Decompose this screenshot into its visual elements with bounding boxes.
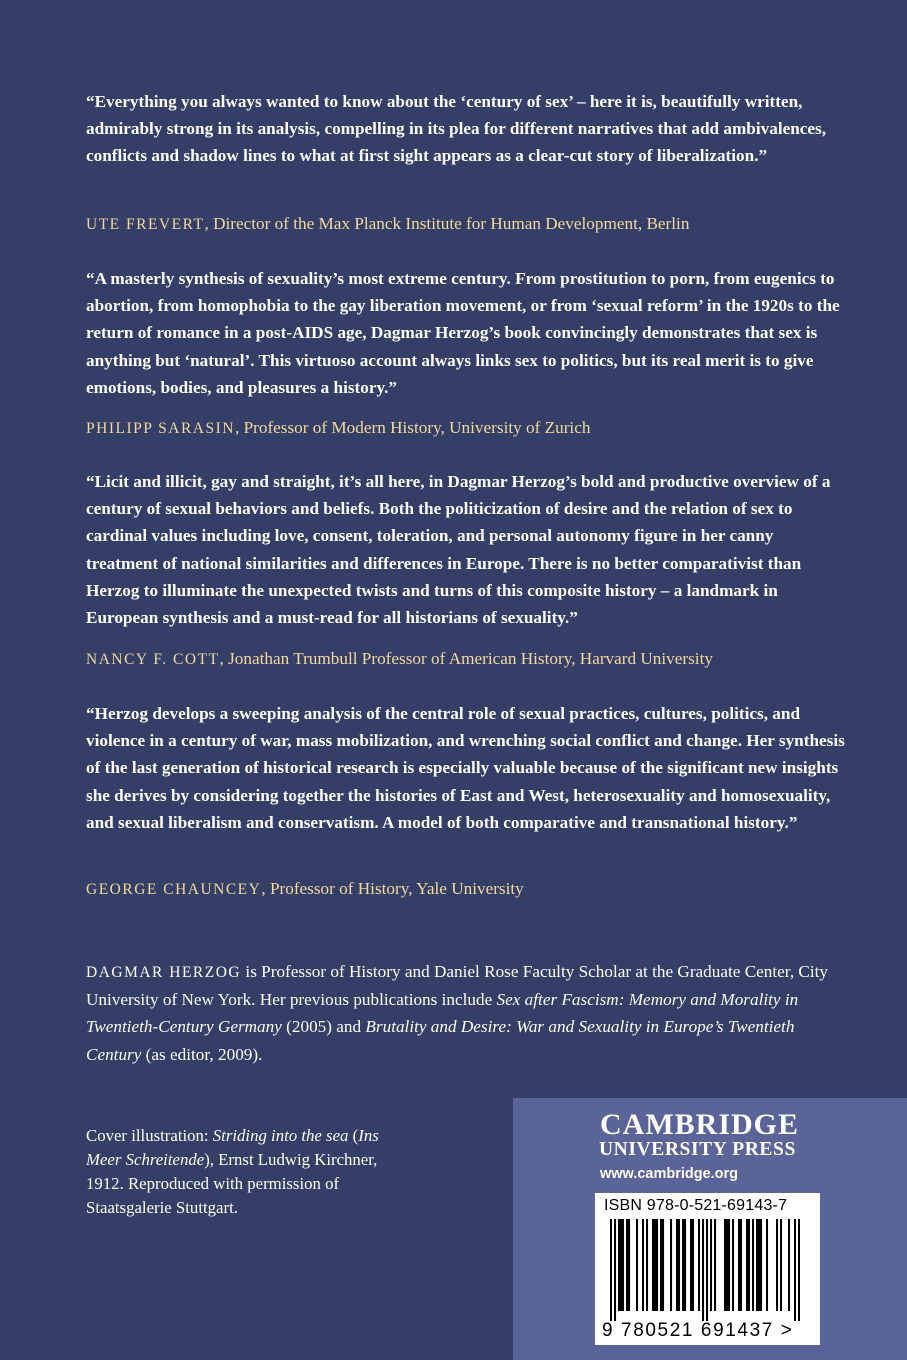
barcode-bar: [746, 1219, 748, 1311]
barcode-bar: [692, 1219, 694, 1311]
barcode-bar: [684, 1219, 686, 1311]
reviewer-affiliation: , Professor of History, Yale University: [261, 879, 524, 898]
barcode-bar: [626, 1219, 628, 1311]
barcode-bar: [726, 1219, 728, 1311]
credit-text: Cover illustration:: [86, 1126, 213, 1145]
author-name: DAGMAR HERZOG: [86, 964, 242, 981]
barcode-bar: [766, 1219, 768, 1311]
reviewer-affiliation: , Jonathan Trumbull Professor of American History, Harvard University: [219, 649, 713, 668]
publisher-subtitle: UNIVERSITY PRESS: [599, 1139, 796, 1160]
book-title: Brutality and Desire: War and Sexuality in Europe’s Twentieth Century: [86, 1017, 795, 1064]
barcode-bar: [780, 1219, 782, 1311]
review-quote-1: “Everything you always wanted to know about the ‘century of sex’ – here it is, beautifully written, admirably strong in its analysis, compelling in its plea for different narratives that add ambivalences, conflicts and shadow lines to what at first sight appears as a clear-cut story of liberalization.”: [86, 92, 827, 166]
barcode-bar: [676, 1219, 678, 1311]
review-attribution-1: [86, 212, 866, 237]
barcode-bar: [610, 1219, 612, 1321]
barcode-bar: [728, 1219, 730, 1311]
barcode-bar: [732, 1219, 734, 1311]
barcode-bar: [760, 1219, 762, 1311]
barcode-bar: [748, 1219, 750, 1311]
barcode-bar: [656, 1219, 658, 1311]
barcode-bar: [628, 1219, 630, 1311]
barcode-bar: [738, 1219, 740, 1311]
barcode-bar: [710, 1219, 712, 1311]
review-quote-3: “Licit and illicit, gay and straight, it’s all here, in Dagmar Herzog’s bold and productive overview of a century of sexual behaviors and beliefs. Both the politicization of desire and the relation of sex to cardinal values including love, consent, toleration, and personal autonomy figure in her canny treatment of national similarities and differences in Europe. There is no better comparativist than Herzog to illuminate the unexpected twists and turns of this composite history – a landmark in European synthesis and a must-read for all historians of sexuality.”: [86, 472, 831, 628]
barcode-bar: [758, 1219, 760, 1311]
barcode-bar: [724, 1219, 726, 1311]
review-quote-4: “Herzog develops a sweeping analysis of the central role of sexual practices, cultures, politics, and violence in a century of war, mass mobilization, and wrenching social conflict and change. Her synthesis of the last generation of historical research is especially valuable because of the significant new insights she derives by considering together the histories of East and West, heterosexuality and homosexuality, and sexual liberalism and conservatism. A model of both comparative and transnational history.”: [86, 704, 845, 832]
credit-text: ), Ernst Ludwig Kirchner, 1912. Reproduced with permission of Staatsgalerie Stuttgart.: [86, 1150, 378, 1217]
isbn-label: ISBN 978-0-521-69143-7: [604, 1197, 788, 1214]
barcode-bar: [698, 1219, 700, 1311]
book-title: Sex after Fascism: Memory and Morality in Twentieth-Century Germany: [86, 990, 799, 1037]
barcode-bar: [652, 1219, 654, 1311]
barcode-bar: [798, 1219, 800, 1321]
barcode-bar: [756, 1219, 758, 1311]
barcode-bar: [794, 1219, 796, 1321]
reviewer-name: GEORGE CHAUNCEY: [86, 881, 262, 898]
barcode-bar: [788, 1219, 790, 1311]
publisher-url: www.cambridge.org: [600, 1166, 739, 1182]
publisher-logo: CAMBRIDGE: [600, 1108, 800, 1141]
bio-text: (2005) and: [281, 1017, 366, 1037]
barcode-bar: [776, 1219, 778, 1311]
barcode-bar: [752, 1219, 754, 1311]
barcode-bar: [620, 1219, 622, 1311]
barcode-bar: [642, 1219, 644, 1311]
credit-text: (: [348, 1126, 359, 1145]
barcode-bar: [636, 1219, 638, 1311]
barcode-bar: [714, 1219, 716, 1311]
author-bio: [86, 958, 836, 1068]
barcode-bar: [662, 1219, 664, 1311]
bio-text: (as editor, 2009).: [141, 1044, 263, 1064]
barcode-bar: [702, 1219, 704, 1321]
barcode-bar: [660, 1219, 662, 1311]
reviewer-affiliation: , Director of the Max Planck Institute for Human Development, Berlin: [204, 214, 690, 233]
review-attribution-4: [86, 877, 866, 902]
barcode-bar: [682, 1219, 684, 1311]
reviewer-name: UTE FREVERT: [86, 216, 205, 233]
artwork-original-title: Ins Meer Schreitende: [86, 1126, 379, 1169]
barcode-icon: [610, 1219, 800, 1321]
barcode-bar: [646, 1219, 648, 1311]
barcode-bar: [690, 1219, 692, 1311]
reviewer-name: PHILIPP SARASIN: [86, 420, 235, 437]
barcode-bar: [706, 1219, 708, 1321]
artwork-title: Striding into the sea: [212, 1126, 349, 1145]
review-attribution-3: [86, 647, 866, 672]
barcode-bar: [622, 1219, 624, 1311]
barcode-bar: [654, 1219, 656, 1311]
barcode-bar: [614, 1219, 616, 1321]
reviewer-affiliation: , Professor of Modern History, University of Zurich: [234, 418, 591, 437]
barcode-bar: [618, 1219, 620, 1311]
barcode-bar: [678, 1219, 680, 1311]
review-attribution-2: [86, 416, 866, 441]
reviewer-name: NANCY F. COTT: [86, 651, 220, 668]
review-quote-2: “A masterly synthesis of sexuality’s most extreme century. From prostitution to porn, from eugenics to abortion, from homophobia to the gay liberation movement, or from ‘sexual reform’ in the 1920s to the return of romance in a post-AIDS age, Dagmar Herzog’s book convincingly demonstrates that sex is anything but ‘natural’. This virtuoso account always links sex to politics, but its real merit is to give emotions, bodies, and pleasures a history.”: [86, 269, 840, 397]
barcode-bar: [740, 1219, 742, 1311]
ean-digits: 9 780521 691437 >: [602, 1320, 794, 1341]
bio-text: is Professor of History and Daniel Rose Faculty Scholar at the Graduate Center, City University of New York. Her previous publications include: [86, 962, 829, 1010]
barcode-bar: [670, 1219, 672, 1311]
cover-credit: [86, 1124, 416, 1220]
